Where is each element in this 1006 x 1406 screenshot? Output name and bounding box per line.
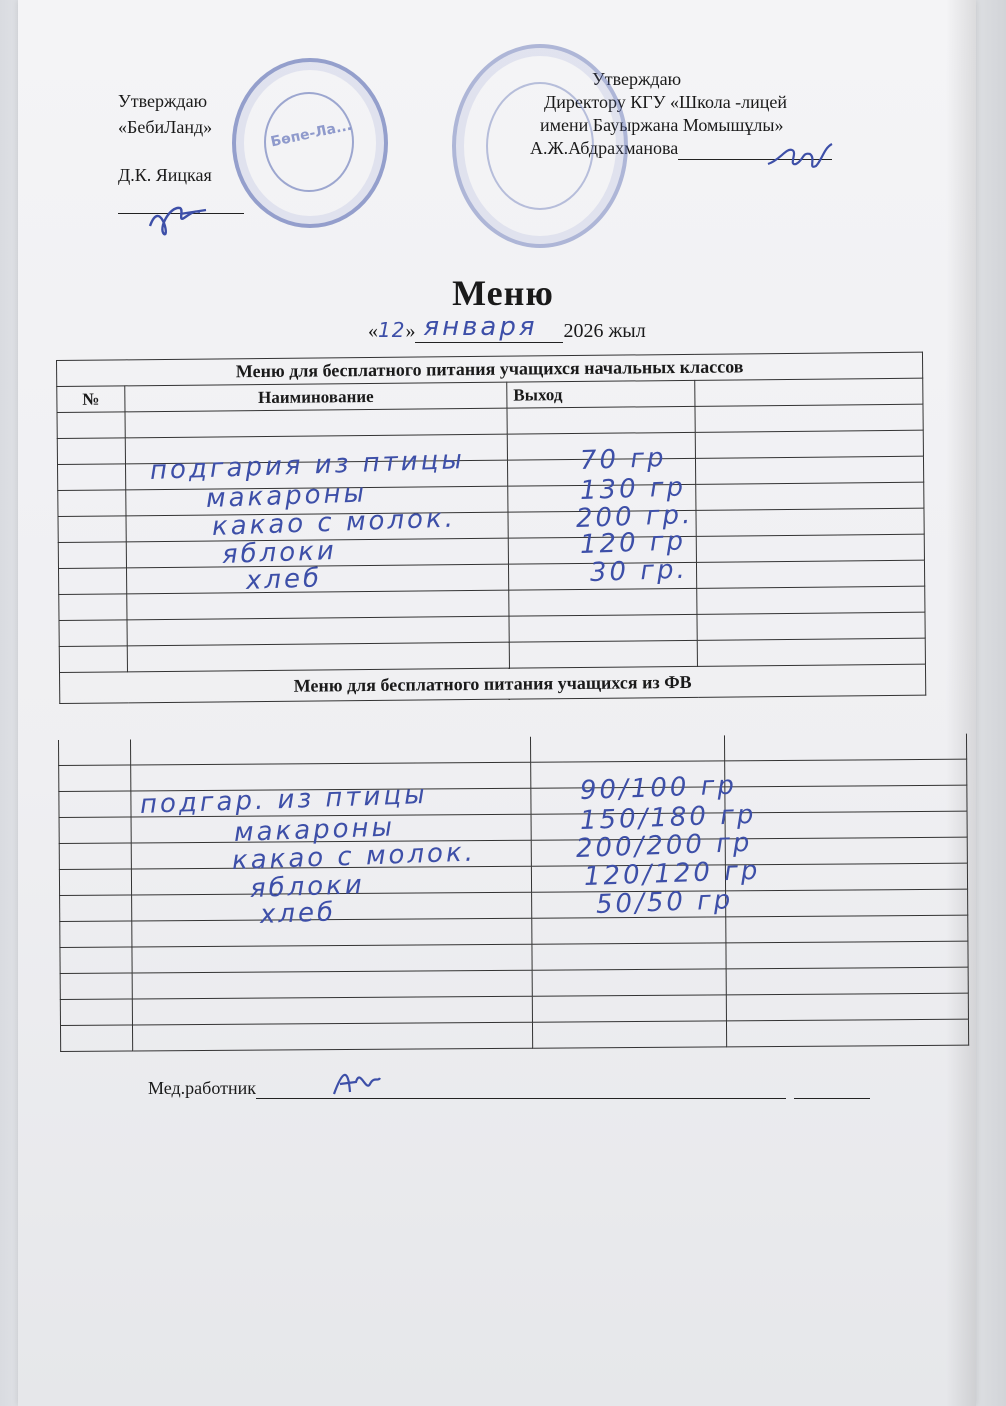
s1-row3-output: 200 гр.	[575, 499, 694, 534]
date-line	[368, 312, 646, 343]
s2-row3-name: какао с молок.	[231, 837, 477, 876]
s2-row3-output: 200/200 гр	[575, 827, 753, 864]
med-worker-date-line	[794, 1078, 870, 1099]
approval-left-line1: Утверждаю	[118, 91, 208, 111]
med-worker-label: Мед.работник	[148, 1078, 256, 1098]
section2-title: Меню для бесплатного питания учащихся из ФВ	[59, 664, 925, 703]
left-signature	[140, 188, 220, 240]
header-output: Выход	[507, 380, 695, 408]
s1-row1-name: подгария из птицы	[149, 445, 466, 486]
date-suffix: жыл	[608, 320, 646, 342]
s1-row5-name: хлеб	[245, 563, 323, 596]
right-stamp	[452, 44, 628, 248]
approval-right-line4: А.Ж.Абдрахманова	[530, 138, 679, 158]
approval-left-line2: «БебиЛанд»	[118, 117, 213, 137]
header-name: Наиминование	[125, 382, 507, 412]
date-month: января	[423, 312, 538, 342]
page-title: Меню	[452, 273, 554, 313]
menu-table-primary	[56, 352, 926, 704]
s1-row4-output: 120 гр	[579, 526, 687, 560]
s2-row2-output: 150/180 гр	[579, 799, 757, 836]
header-number: №	[57, 386, 125, 413]
med-worker-signature	[328, 1062, 388, 1102]
s2-row4-name: яблоки	[249, 870, 366, 904]
left-stamp	[232, 58, 388, 228]
approval-right-line3: имени Бауыржана Момышұлы»	[540, 115, 784, 135]
date-year: 2026	[563, 320, 604, 342]
med-worker-line	[148, 1078, 870, 1099]
date-day: 12	[378, 318, 406, 342]
s2-row1-output: 90/100 гр	[579, 770, 738, 806]
s2-row1-name: подгар. из птицы	[139, 779, 429, 820]
header-extra	[695, 378, 923, 406]
s1-row2-name: макароны	[205, 478, 368, 514]
right-signature	[762, 130, 842, 180]
s1-row2-output: 130 гр	[579, 472, 687, 506]
s1-row3-name: какао с молок.	[211, 503, 457, 542]
approval-right-line1: Утверждаю	[592, 69, 682, 89]
left-stamp-center-text: Бөпе-Ла...	[269, 117, 354, 151]
approval-right-line2: Директору КГУ «Школа -лицей	[544, 92, 788, 112]
s1-row1-output: 70 гр	[579, 442, 667, 476]
menu-table-fv	[58, 734, 969, 1052]
page-shadow	[946, 0, 976, 1406]
s2-row5-name: хлеб	[259, 897, 337, 930]
s2-row4-output: 120/120 гр	[583, 855, 761, 892]
section1-title: Меню для бесплатного питания учащихся начальных классов	[57, 352, 923, 386]
approval-left-line3: Д.К. Яицкая	[118, 165, 212, 185]
date-month-field	[415, 312, 563, 343]
s1-row4-name: яблоки	[221, 536, 338, 570]
s2-row2-name: макароны	[233, 812, 396, 848]
date-close-quote: »	[405, 320, 416, 342]
date-open-quote: «	[368, 320, 378, 342]
s2-row5-output: 50/50 гр	[595, 885, 734, 920]
s1-row5-output: 30 гр.	[589, 554, 689, 588]
